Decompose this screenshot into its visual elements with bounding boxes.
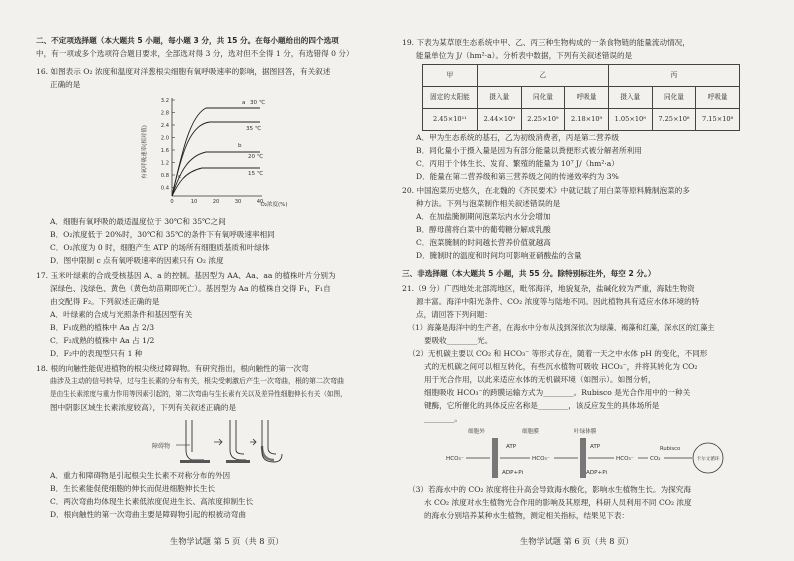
curve-temp-15: 15 ℃	[248, 171, 264, 177]
table-header: 同化量	[652, 87, 696, 109]
table-header: 摄入量	[477, 87, 521, 109]
table-cell: 2.25×10⁹	[521, 109, 565, 131]
q16-option-b: B．O₂浓度低于 20%时，30℃和 35℃的条件下有氧呼吸速率相同	[50, 230, 275, 239]
q16-stem-1: 16. 如图表示 O₂ 浓度和温度对洋葱根尖细胞有氧呼吸速率的影响，据图回答，有关叙述	[36, 67, 331, 76]
curve-temp-20: 20 ℃	[248, 154, 264, 160]
q17-stem-3: 由交配得 F₂。下列叙述正确的是	[50, 297, 160, 306]
table-cell: 7.15×10⁸	[696, 109, 740, 131]
q21-line-7: 式的无机碳之间可以相互转化，有些沉水植物可吸收 HCO₃⁻，并将其转化为 CO₂	[424, 362, 698, 371]
q18-option-c: C．两次弯曲均体现生长素低浓度促进生长、高浓度抑制生长	[50, 497, 254, 506]
table-header: 呼吸量	[696, 87, 740, 109]
curve-letter-b: b	[238, 143, 242, 149]
table-cell: 2.44×10⁹	[477, 109, 521, 131]
q18-stem-3: 是由生长素浓度与重力作用等因素引起的，第二次弯曲与生长素有关以及差异性细胞伸长有关（如图，	[50, 390, 347, 398]
curve-15c	[172, 168, 260, 196]
q18-stem-2: 曲涉及主动的信号转导，过与生长素的分布有关，根尖受刺激后产生一次弯曲，根的第二次弯曲	[50, 377, 344, 385]
y-tick-label: 1.6	[160, 148, 169, 154]
y-tick-label: 2.4	[160, 123, 169, 129]
q21-line-5: 要吸收________光。	[424, 336, 493, 345]
curve-20c	[172, 152, 260, 196]
curve-letter-a: a	[242, 100, 246, 106]
table-group-jia: 甲	[423, 65, 478, 87]
q21-line-3: 点，请回答下列问题：	[416, 310, 492, 319]
label-membrane: 细胞膜	[522, 429, 539, 435]
curve-letter-c: c	[178, 174, 182, 180]
q18-option-b: B．生长素能促使细胞的伸长而促进细胞伸长生长	[50, 484, 216, 493]
q16-stem-2: 正确的是	[50, 80, 81, 89]
label-chloroplast: 叶绿体膜	[574, 429, 597, 435]
q21-line-10: 键酶，它所催化的具体反应名称是________，该反应发生的具体场所是	[424, 401, 660, 410]
adp-label-1: ADP+Pi	[502, 470, 523, 476]
y-tick-label: 0.4	[160, 185, 169, 192]
y-tick-label: 1.2	[160, 160, 169, 167]
q20-option-a: A．在加盐腌制期间泡菜坛内水分会增加	[416, 212, 551, 221]
section-3-title: 三、非选择题（本大题共 5 小题，共 55 分。除特别标注外，每空 2 分。）	[402, 269, 656, 278]
q21-part3-line-2: 水 CO₂ 浓度对水生植物光合作用的影响及其原理，科研人员利用不同 CO₂ 浓度	[424, 498, 692, 507]
y-tick-label: 0.8	[160, 173, 169, 179]
hco3-chloroplast: HCO₃⁻	[616, 456, 634, 462]
q16-option-a: A．细胞有氧呼吸的最适温度位于 30℃和 35℃之间	[50, 217, 226, 226]
table-header: 同化量	[521, 87, 565, 109]
table-group-bing: 丙	[608, 65, 739, 87]
q20-stem-1: 20. 中国泡菜历史悠久，在北魏的《齐民要术》中就记载了用白菜等原料腌制泡菜的多	[402, 186, 690, 195]
x-tick-label: 0	[170, 199, 174, 205]
y-tick-label: 2.0	[160, 135, 169, 142]
q19-option-a: A．甲为生态系统的基石，乙为初级消费者，丙是第二营养级	[416, 133, 619, 142]
q20-option-b: B．醇母菌将白菜中的葡萄糖分解成乳酸	[416, 225, 551, 234]
q21-part3-line-3: 的海水分别培养某种水生植物，测定相关指标，结果见下表：	[424, 511, 630, 520]
q19-stem-2: 能量单位为 J/（hm²·a）。分析表中数据，下列有关叙述错误的是	[416, 51, 633, 60]
q17-option-c: C．F₂成熟的植株中 Aa 占 1/2	[50, 336, 155, 345]
right-page	[402, 0, 762, 561]
q19-stem-1: 19. 下表为某草原生态系统中甲、乙、丙三种生物构成的一条食物链的能量流动情况，	[402, 38, 690, 47]
q20-option-c: C．泡菜腌制的时间越长营养价值就越高	[416, 238, 551, 247]
adp-label-2: ADP+Pi	[586, 470, 607, 476]
curve-temp-35: 35 ℃	[246, 126, 262, 132]
co2-label: CO₂	[650, 456, 661, 462]
q17-stem-1: 17. 玉米叶绿素的合成受核基因 A、a 的控制。基因型为 AA、Aa、aa 的植株叶片分别为	[36, 271, 336, 280]
table-cell: 2.18×10⁹	[565, 109, 609, 131]
q21-carbon-diagram	[438, 426, 728, 482]
y-tick-label: 3.2	[160, 98, 169, 104]
rubisco-label: Rubisco	[660, 446, 681, 452]
q21-line-4: （1）海藻是海洋中的生产者，在海水中分布从浅到深依次为绿藻、褐藻和红藻，深水区的红藻主	[408, 323, 715, 332]
left-page	[34, 0, 390, 561]
q17-option-b: B．F₁成熟的植株中 Aa 占 2/3	[50, 323, 155, 332]
table-header: 固定的太阳能	[423, 87, 478, 109]
q21-line-1: 21.（9 分）广西地处北部湾地区，毗邻海洋，地貌复杂，盐碱化较为严重，海陆生物资	[402, 284, 695, 293]
q18-stem-1: 18. 根的向触性能促进植物的根尖绕过障碍物。有研究指出，根向触性的第一次弯	[36, 364, 309, 373]
q17-option-d: D．F₂中的表现型只有 1 种	[50, 349, 143, 358]
atp-label-1: ATP	[506, 444, 517, 450]
q17-stem-2: 深绿色、浅绿色、黄色（黄色幼苗期即死亡）。基因型为 Aa 的植株自交得 F₁，F₁自	[50, 284, 331, 293]
q16-respiration-chart	[134, 92, 304, 210]
q17-option-a: A．叶绿素的合成与光照条件和基因型有关	[50, 310, 193, 319]
y-tick-label: 2.8	[160, 110, 169, 117]
q18-stem-4: 图中阴影区域生长素浓度较高），下列有关叙述正确的是	[50, 403, 237, 412]
right-page-footer: 生物学试题 第 6 页（共 8 页）	[520, 536, 634, 546]
hco3-outside: HCO₃⁻	[446, 456, 464, 462]
chart-ylabel: 有氧呼吸速率(相对值)	[142, 125, 148, 179]
q21-line-8: 用于光合作用，以此来适应水体的无机碳环境（如图示）。如图分析，	[424, 375, 656, 384]
table-header: 呼吸量	[565, 87, 609, 109]
q20-stem-2: 种方法。下列与泡菜制作相关叙述错误的是	[416, 199, 561, 208]
x-tick-label: 10	[190, 199, 198, 205]
x-tick-label: 20	[212, 199, 220, 205]
left-page-footer: 生物学试题 第 5 页（共 8 页）	[170, 536, 284, 546]
q16-option-d: D．图中限制 c 点有氧呼吸速率的因素只有 O₂ 浓度	[50, 256, 224, 265]
label-outside: 细胞外	[468, 429, 485, 435]
hco3-cytoplasm: HCO₃⁻	[532, 456, 550, 462]
table-group-yi: 乙	[477, 65, 608, 87]
q19-option-c: C．丙用于个体生长、发育、繁殖的能量为 10⁷ J/（hm²·a）	[416, 159, 619, 168]
q21-part3-line-1: （3）若海水中的 CO₂ 浓度将往升高会导致海水酸化，影响水生植物生长。为探究海	[408, 485, 691, 494]
q19-energy-table	[422, 64, 740, 131]
section-2-note: 中，有一项或多个选项符合题目要求，全部选对得 3 分，选对但不全得 1 分，有选错得 0 分）	[36, 49, 354, 58]
section-2-title: 二、不定项选择题（本大题共 5 小题，每小题 3 分，共 15 分。在每小题给出的四个选项	[36, 36, 339, 45]
q21-line-11: ________。	[424, 414, 462, 423]
q16-option-c: C．O₂浓度为 0 时，细胞产生 ATP 的场所有细胞质基质和叶绿体	[50, 243, 270, 252]
x-tick-label: 40	[256, 199, 264, 205]
curve-35c	[172, 122, 260, 196]
q21-line-6: （2）无机碳主要以 CO₂ 和 HCO₃⁻ 等形式存在，随着一天之中水体 pH 的变化，不同形	[408, 349, 708, 358]
q20-option-d: D．腌制时的温度和时间均可影响亚硝酸盐的含量	[416, 251, 582, 260]
obstacle-label: 障碍物	[152, 443, 171, 450]
q19-option-b: B．同化量小于摄入量是因为有部分能量以粪便形式被分解者所利用	[416, 146, 642, 155]
q18-root-diagram	[146, 416, 286, 466]
calvin-cycle-label: 卡尔文循环	[696, 457, 720, 462]
chart-xlabel: O₂浓度(%)	[260, 202, 288, 208]
atp-label-2: ATP	[590, 444, 601, 450]
x-tick-label: 30	[234, 199, 242, 205]
q21-line-9: 细胞吸收 HCO₃⁻的跨膜运输方式为________。Rubisco 是光合作用中的一种关	[424, 388, 691, 397]
table-cell: 7.25×10⁸	[652, 109, 696, 131]
q18-option-d: D．根向触性的第一次弯曲主要是障碍物引起的根被动弯曲	[50, 510, 246, 519]
table-header: 摄入量	[608, 87, 652, 109]
q19-option-d: D．能量在第二营养级和第三营养级之间的传递效率约为 3%	[416, 172, 619, 181]
curve-temp-30: 30 ℃	[250, 100, 266, 106]
q21-line-2: 源丰富。海洋中阳光条件、CO₂ 浓度等与陆地不同。因此植物具有适应水体环境的特	[416, 297, 700, 306]
table-cell: 2.45×10¹¹	[423, 109, 478, 131]
q18-option-a: A．重力和障碍物是引起根尖生长素不对称分布的外因	[50, 471, 231, 480]
table-cell: 1.05×10⁸	[608, 109, 652, 131]
